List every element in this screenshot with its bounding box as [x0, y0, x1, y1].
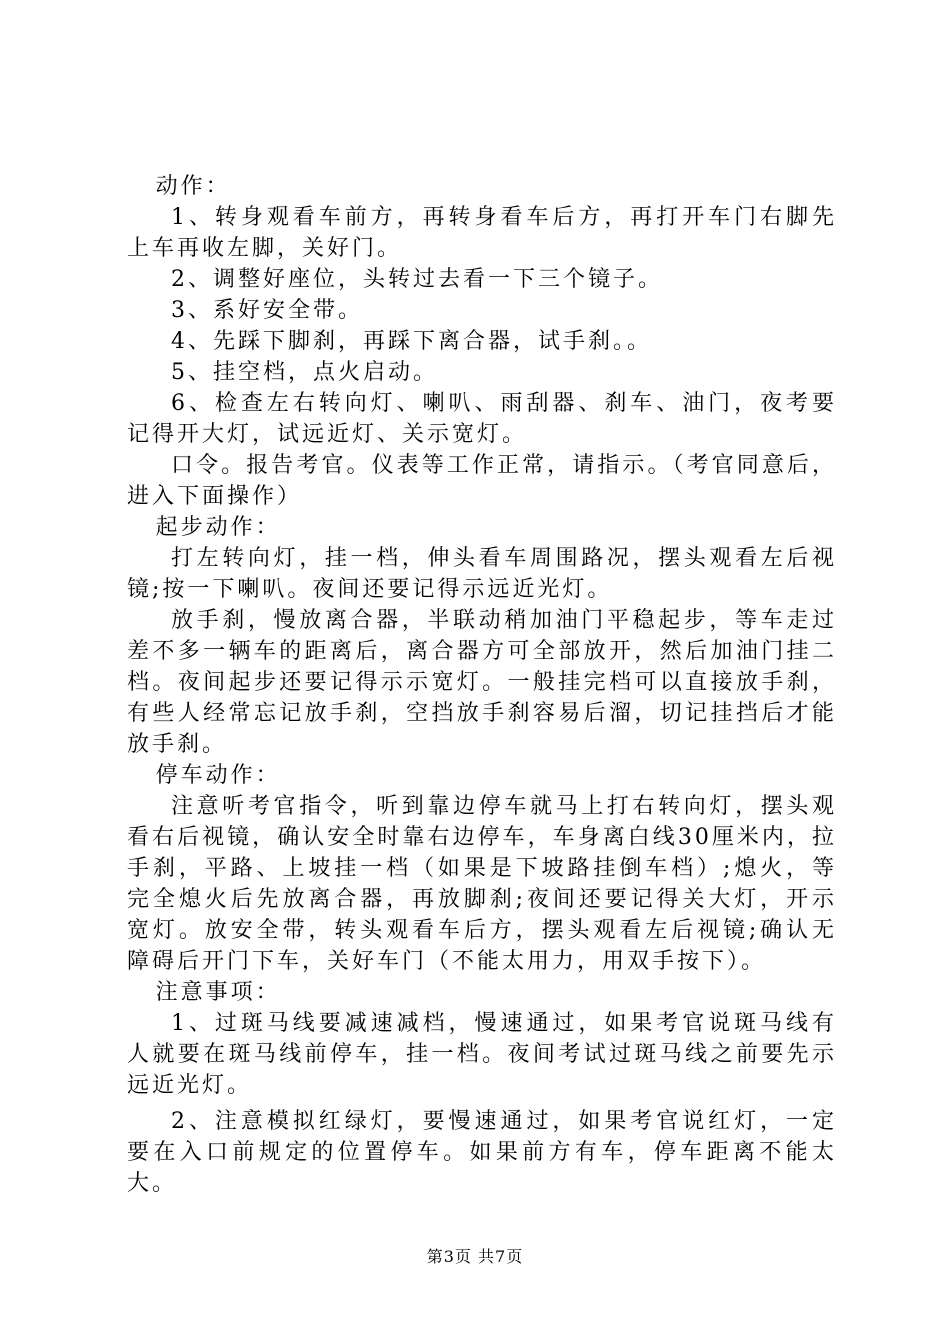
section-heading-actions: 动作： [155, 174, 231, 199]
section-heading-stop: 停车动作： [155, 763, 281, 788]
paragraph-start-1: 打左转向灯，挂一档，伸头看车周围路况，摆头观看左后视镜;按一下喇叭。夜间还要记得示远近光灯。 [127, 546, 837, 602]
paragraph-command: 口令。报告考官。仪表等工作正常，请指示。（考官同意后，进入下面操作） [127, 453, 837, 509]
paragraph-stop: 注意听考官指令，听到靠边停车就马上打右转向灯，摆头观看右后视镜，确认安全时靠右边停车，车身离白线30厘米内，拉手刹，平路、上坡挂一档（如果是下坡路挂倒车档）;熄火，等完全熄火后先放离合器，再放脚刹;夜间还要记得关大灯，开示宽灯。放安全带，转头观看车后方，摆头观看左后视镜;确认无障碍后开门下车，关好车门（不能太用力，用双手按下）。 [127, 794, 837, 974]
paragraph-step-4: 4、先踩下脚刹，再踩下离合器，试手刹。。 [171, 329, 652, 354]
page-number: 第3页 共7页 [426, 1247, 524, 1266]
paragraph-step-1: 1、转身观看车前方，再转身看车后方，再打开车门右脚先上车再收左脚，关好门。 [127, 205, 837, 261]
paragraph-start-2: 放手刹，慢放离合器，半联动稍加油门平稳起步，等车走过差不多一辆车的距离后，离合器方可全部放开，然后加油门挂二档。夜间起步还要记得示示宽灯。一般挂完档可以直接放手刹，有些人经常忘记放手刹，空挡放手刹容易后溜，切记挂挡后才能放手刹。 [127, 608, 837, 757]
paragraph-note-1: 1、过斑马线要减速减档，慢速通过，如果考官说斑马线有人就要在斑马线前停车，挂一档。夜间考试过斑马线之前要先示远近光灯。 [127, 1011, 837, 1098]
paragraph-note-2: 2、注意模拟红绿灯，要慢速通过，如果考官说红灯，一定要在入口前规定的位置停车。如果前方有车，停车距离不能太大。 [127, 1109, 837, 1196]
paragraph-step-5: 5、挂空档，点火启动。 [171, 360, 438, 385]
section-heading-start: 起步动作： [155, 515, 281, 540]
paragraph-step-2: 2、调整好座位，头转过去看一下三个镜子。 [171, 267, 663, 292]
paragraph-step-3: 3、系好安全带。 [171, 298, 363, 323]
document-body [127, 171, 837, 1199]
section-heading-notes: 注意事项： [155, 980, 281, 1005]
paragraph-step-6: 6、检查左右转向灯、喇叭、雨刮器、刹车、油门，夜考要记得开大灯，试远近灯、关示宽灯。 [127, 391, 837, 447]
